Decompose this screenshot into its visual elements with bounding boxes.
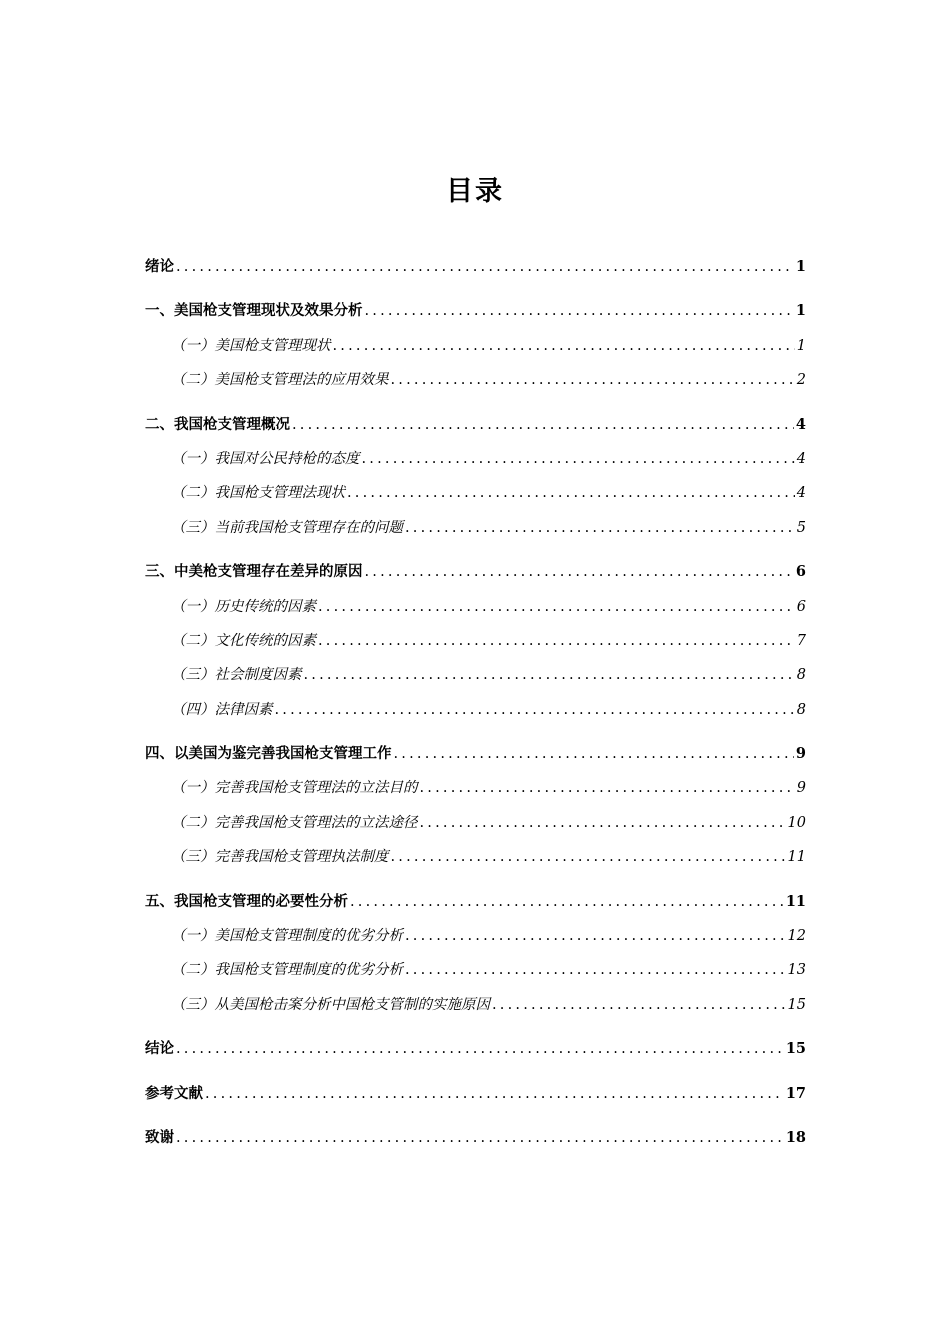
toc-entry[interactable]	[145, 840, 806, 874]
toc-dot-leader	[292, 408, 794, 442]
toc-entry-page: 4	[795, 415, 806, 433]
toc-entry-label: （二）完善我国枪支管理法的立法途径	[171, 814, 418, 831]
toc-entry[interactable]	[145, 806, 806, 840]
toc-entry-label: （三）完善我国枪支管理执法制度	[171, 849, 389, 866]
table-of-contents	[145, 250, 806, 1155]
toc-dot-leader	[492, 988, 786, 1022]
toc-entry[interactable]	[145, 1077, 806, 1111]
toc-dot-leader	[318, 590, 795, 624]
toc-entry-page: 1	[795, 302, 806, 320]
toc-entry-label: 三、中美枪支管理存在差异的原因	[145, 563, 363, 581]
toc-entry-page: 4	[796, 450, 806, 467]
toc-entry-page: 12	[787, 928, 806, 945]
toc-entry-label: 致谢	[145, 1128, 174, 1146]
toc-entry[interactable]	[145, 1121, 806, 1155]
toc-entry-page: 18	[785, 1128, 806, 1146]
toc-dot-leader	[420, 771, 795, 805]
toc-entry[interactable]	[145, 363, 806, 397]
toc-entry[interactable]	[145, 885, 806, 919]
toc-entry-page: 7	[796, 632, 806, 649]
toc-entry[interactable]	[145, 919, 806, 953]
toc-dot-leader	[391, 363, 795, 397]
toc-entry-label: 四、以美国为鉴完善我国枪支管理工作	[145, 745, 392, 763]
toc-entry[interactable]	[145, 250, 806, 284]
toc-entry-page: 1	[796, 337, 806, 354]
toc-entry-label: （三）从美国枪击案分析中国枪支管制的实施原因	[171, 996, 490, 1013]
toc-entry[interactable]	[145, 737, 806, 771]
toc-entry[interactable]	[145, 590, 806, 624]
toc-entry[interactable]	[145, 442, 806, 476]
toc-entry-label: 二、我国枪支管理概况	[145, 415, 290, 433]
toc-dot-leader	[318, 624, 795, 658]
toc-entry-label: （一）美国枪支管理制度的优劣分析	[171, 928, 403, 945]
toc-entry-label: 五、我国枪支管理的必要性分析	[145, 892, 348, 910]
toc-dot-leader	[350, 885, 784, 919]
toc-dot-leader	[176, 1121, 784, 1155]
toc-entry-label: （四）法律因素	[171, 701, 273, 718]
toc-entry[interactable]	[145, 476, 806, 510]
toc-entry-page: 17	[785, 1084, 806, 1102]
toc-entry[interactable]	[145, 953, 806, 987]
toc-entry-page: 8	[796, 667, 806, 684]
page-title: 目录	[446, 176, 504, 207]
toc-dot-leader	[333, 329, 795, 363]
toc-entry-page: 9	[796, 780, 806, 797]
toc-dot-leader	[365, 555, 794, 589]
toc-entry-page: 15	[785, 1040, 806, 1058]
toc-entry-label: 结论	[145, 1040, 174, 1058]
toc-dot-leader	[405, 919, 786, 953]
toc-dot-leader	[391, 840, 786, 874]
toc-dot-leader	[365, 294, 794, 328]
toc-entry-page: 8	[796, 701, 806, 718]
toc-entry-label: （一）完善我国枪支管理法的立法目的	[171, 780, 418, 797]
toc-entry[interactable]	[145, 1032, 806, 1066]
toc-dot-leader	[176, 1032, 784, 1066]
toc-entry-page: 11	[785, 892, 806, 910]
toc-dot-leader	[176, 250, 794, 284]
toc-entry-page: 2	[796, 372, 806, 389]
toc-dot-leader	[275, 693, 795, 727]
toc-entry-page: 4	[796, 485, 806, 502]
toc-dot-leader	[405, 511, 795, 545]
toc-entry-label: （三）社会制度因素	[171, 667, 302, 684]
toc-entry[interactable]	[145, 294, 806, 328]
toc-entry[interactable]	[145, 511, 806, 545]
toc-dot-leader	[394, 737, 794, 771]
toc-entry-label: （二）我国枪支管理法现状	[171, 485, 345, 502]
toc-entry[interactable]	[145, 408, 806, 442]
toc-entry[interactable]	[145, 658, 806, 692]
toc-dot-leader	[205, 1077, 784, 1111]
toc-entry-page: 1	[795, 258, 806, 275]
toc-entry-page: 11	[787, 849, 806, 866]
toc-entry-page: 5	[796, 519, 806, 536]
toc-dot-leader	[405, 953, 786, 987]
toc-entry-page: 6	[796, 598, 806, 615]
toc-entry-label: （二）文化传统的因素	[171, 632, 316, 649]
toc-entry-label: （一）我国对公民持枪的态度	[171, 450, 360, 467]
toc-entry-page: 15	[787, 996, 806, 1013]
toc-entry[interactable]	[145, 624, 806, 658]
toc-dot-leader	[304, 658, 795, 692]
toc-entry-label: 一、美国枪支管理现状及效果分析	[145, 302, 363, 320]
toc-dot-leader	[362, 442, 795, 476]
toc-entry-page: 10	[787, 814, 806, 831]
toc-entry[interactable]	[145, 693, 806, 727]
toc-entry[interactable]	[145, 988, 806, 1022]
toc-entry[interactable]	[145, 329, 806, 363]
toc-entry-label: 参考文献	[145, 1084, 203, 1102]
toc-entry-label: （二）美国枪支管理法的应用效果	[171, 372, 389, 389]
toc-entry-page: 6	[795, 563, 806, 581]
toc-entry-label: （一）美国枪支管理现状	[171, 337, 331, 354]
toc-entry-label: （二）我国枪支管理制度的优劣分析	[171, 962, 403, 979]
toc-dot-leader	[347, 476, 795, 510]
toc-entry-label: 绪论	[145, 258, 174, 275]
toc-entry[interactable]	[145, 771, 806, 805]
toc-entry-page: 13	[787, 962, 806, 979]
toc-dot-leader	[420, 806, 786, 840]
toc-entry-label: （三）当前我国枪支管理存在的问题	[171, 519, 403, 536]
toc-entry[interactable]	[145, 555, 806, 589]
toc-entry-page: 9	[795, 745, 806, 763]
toc-entry-label: （一）历史传统的因素	[171, 598, 316, 615]
